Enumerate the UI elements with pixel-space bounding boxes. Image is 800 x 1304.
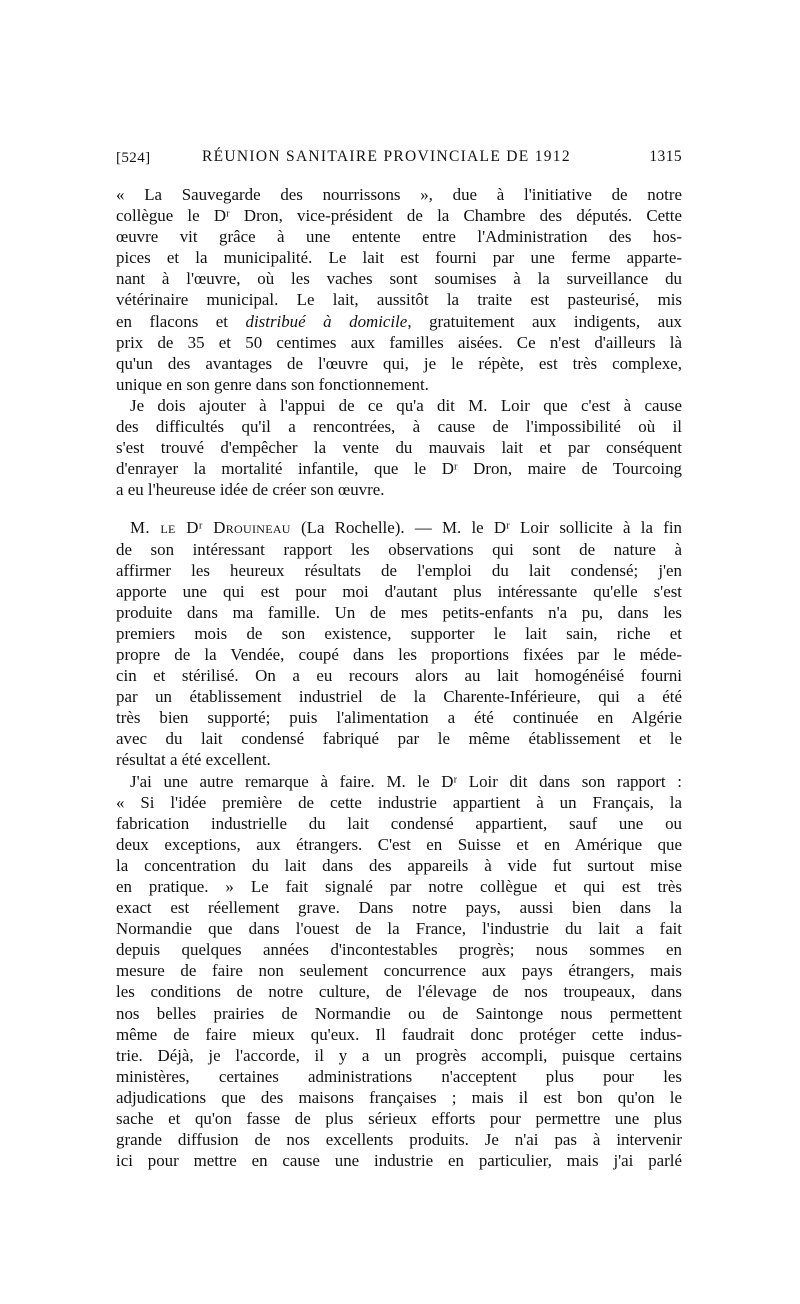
paragraph [116, 517, 682, 770]
text-line: les conditions de notre culture, de l'élevage de nos troupeaux, dans [116, 982, 682, 1002]
body-text [116, 184, 682, 1171]
text-line: qu'un des avantages de l'œuvre qui, je le répète, est très complexe, [116, 353, 682, 373]
text-line: nant à l'œuvre, où les vaches sont soumises à la surveillance du [116, 269, 682, 289]
folio-left: [524] [116, 150, 151, 166]
text-line: sache et qu'on fasse de plus sérieux efforts pour permettre une plus [116, 1109, 682, 1129]
text-line: œuvre vit grâce à une entente entre l'Administration des hos- [116, 227, 682, 247]
text-line: « Si l'idée première de cette industrie appartient à un Français, la [116, 792, 682, 812]
text-line: propre de la Vendée, coupé dans les proportions fixées par le méde- [116, 644, 682, 664]
text-line: exact est réellement grave. Dans notre pays, aussi bien dans la [116, 898, 682, 918]
text-line: en pratique. » Le fait signalé par notre collègue et qui est très [116, 877, 682, 896]
text-line: deux exceptions, aux étrangers. C'est en Suisse et en Amérique que [116, 834, 682, 854]
text-line: cin et stérilisé. On a eu recours alors au lait homogénéisé fourni [116, 666, 682, 686]
text-line: d'enrayer la mortalité infantile, que le Dʳ Dron, maire de Tourcoing [116, 459, 682, 479]
text-line: trie. Déjà, je l'accorde, il y a un progrès accompli, puisque certains [116, 1045, 682, 1065]
text-line: très bien supporté; puis l'alimentation a été continuée en Algérie [116, 708, 682, 728]
text-line: affirmer les heureux résultats de l'emploi du lait condensé; j'en [116, 560, 682, 580]
running-header [116, 148, 682, 170]
paragraph [116, 395, 682, 500]
running-title: RÉUNION SANITAIRE PROVINCIALE DE 1912 [202, 148, 571, 165]
text-line: par un établissement industriel de la Charente-Inférieure, qui a été [116, 687, 682, 707]
paragraph [116, 771, 682, 1172]
paragraph [116, 184, 682, 395]
text-line: prix de 35 et 50 centimes aux familles aisées. Ce n'est d'ailleurs là [116, 332, 682, 352]
italic-phrase: distribué à domicile [245, 311, 408, 331]
text-line: Normandie que dans l'ouest de la France, l'industrie du lait a fait [116, 919, 682, 939]
text-line: ici pour mettre en cause une industrie en particulier, mais j'ai parlé [116, 1151, 682, 1171]
text-line: fabrication industrielle du lait condensé appartient, sauf une ou [116, 813, 682, 833]
text-line: produite dans ma famille. Un de mes petits-enfants n'a pu, dans les [116, 602, 682, 622]
text-line: collègue le Dʳ Dron, vice-président de la Chambre des députés. Cette [116, 206, 682, 226]
text-line: unique en son genre dans son fonctionnement. [116, 374, 429, 394]
text-line: J'ai une autre remarque à faire. M. le Dʳ Loir dit dans son rapport : [130, 771, 682, 791]
page-number: 1315 [649, 148, 682, 165]
text-line: en flacons et distribué à domicile, gratuitement aux indigents, aux [116, 311, 683, 331]
text-line: depuis quelques années d'incontestables progrès; nous sommes en [116, 940, 682, 960]
text-line: Je dois ajouter à l'appui de ce qu'a dit M. Loir que c'est à cause [130, 395, 682, 415]
text-line: apporte une qui est pour moi d'autant plus intéressante qu'elle s'est [116, 581, 682, 601]
text-line: a eu l'heureuse idée de créer son œuvre. [116, 480, 385, 500]
paragraph-gap [116, 500, 682, 517]
text-line: la concentration du lait dans des appareils à vide fut surtout mise [116, 855, 682, 875]
speaker-name: M. le Dʳ Drouineau [130, 518, 291, 538]
text-line: des difficultés qu'il a rencontrées, à cause de l'impossibilité où il [116, 417, 682, 437]
text-line: avec du lait condensé fabriqué par le même établissement et le [116, 729, 682, 749]
text-line: de son intéressant rapport les observations qui sont de nature à [116, 539, 682, 559]
document-page [116, 148, 682, 1171]
text-line: vétérinaire municipal. Le lait, aussitôt la traite est pasteurisé, mis [116, 290, 682, 310]
text-line: pices et la municipalité. Le lait est fourni par une ferme apparte- [116, 248, 682, 268]
text-line: grande diffusion de nos excellents produits. Je n'ai pas à intervenir [116, 1130, 682, 1150]
text-line: s'est trouvé d'empêcher la vente du mauvais lait et par conséquent [116, 438, 682, 458]
text-line: « La Sauvegarde des nourrissons », due à l'initiative de notre [116, 185, 682, 204]
text-line: premiers mois de son existence, supporter le lait sain, riche et [116, 623, 682, 643]
text-line: mesure de faire non seulement concurrence aux pays étrangers, mais [116, 961, 682, 981]
text-line: M. le Dʳ Drouineau (La Rochelle). — M. le Dʳ Loir sollicite à la fin [130, 518, 682, 538]
text-line: adjudications que des maisons françaises ; mais il est bon qu'on le [116, 1087, 682, 1107]
text-line: même de faire mieux qu'eux. Il faudrait donc protéger cette indus- [116, 1024, 682, 1044]
text-line: résultat a été excellent. [116, 750, 271, 770]
text-line: ministères, certaines administrations n'acceptent plus pour les [116, 1066, 682, 1086]
text-line: nos belles prairies de Normandie ou de Saintonge nous permettent [116, 1003, 682, 1023]
